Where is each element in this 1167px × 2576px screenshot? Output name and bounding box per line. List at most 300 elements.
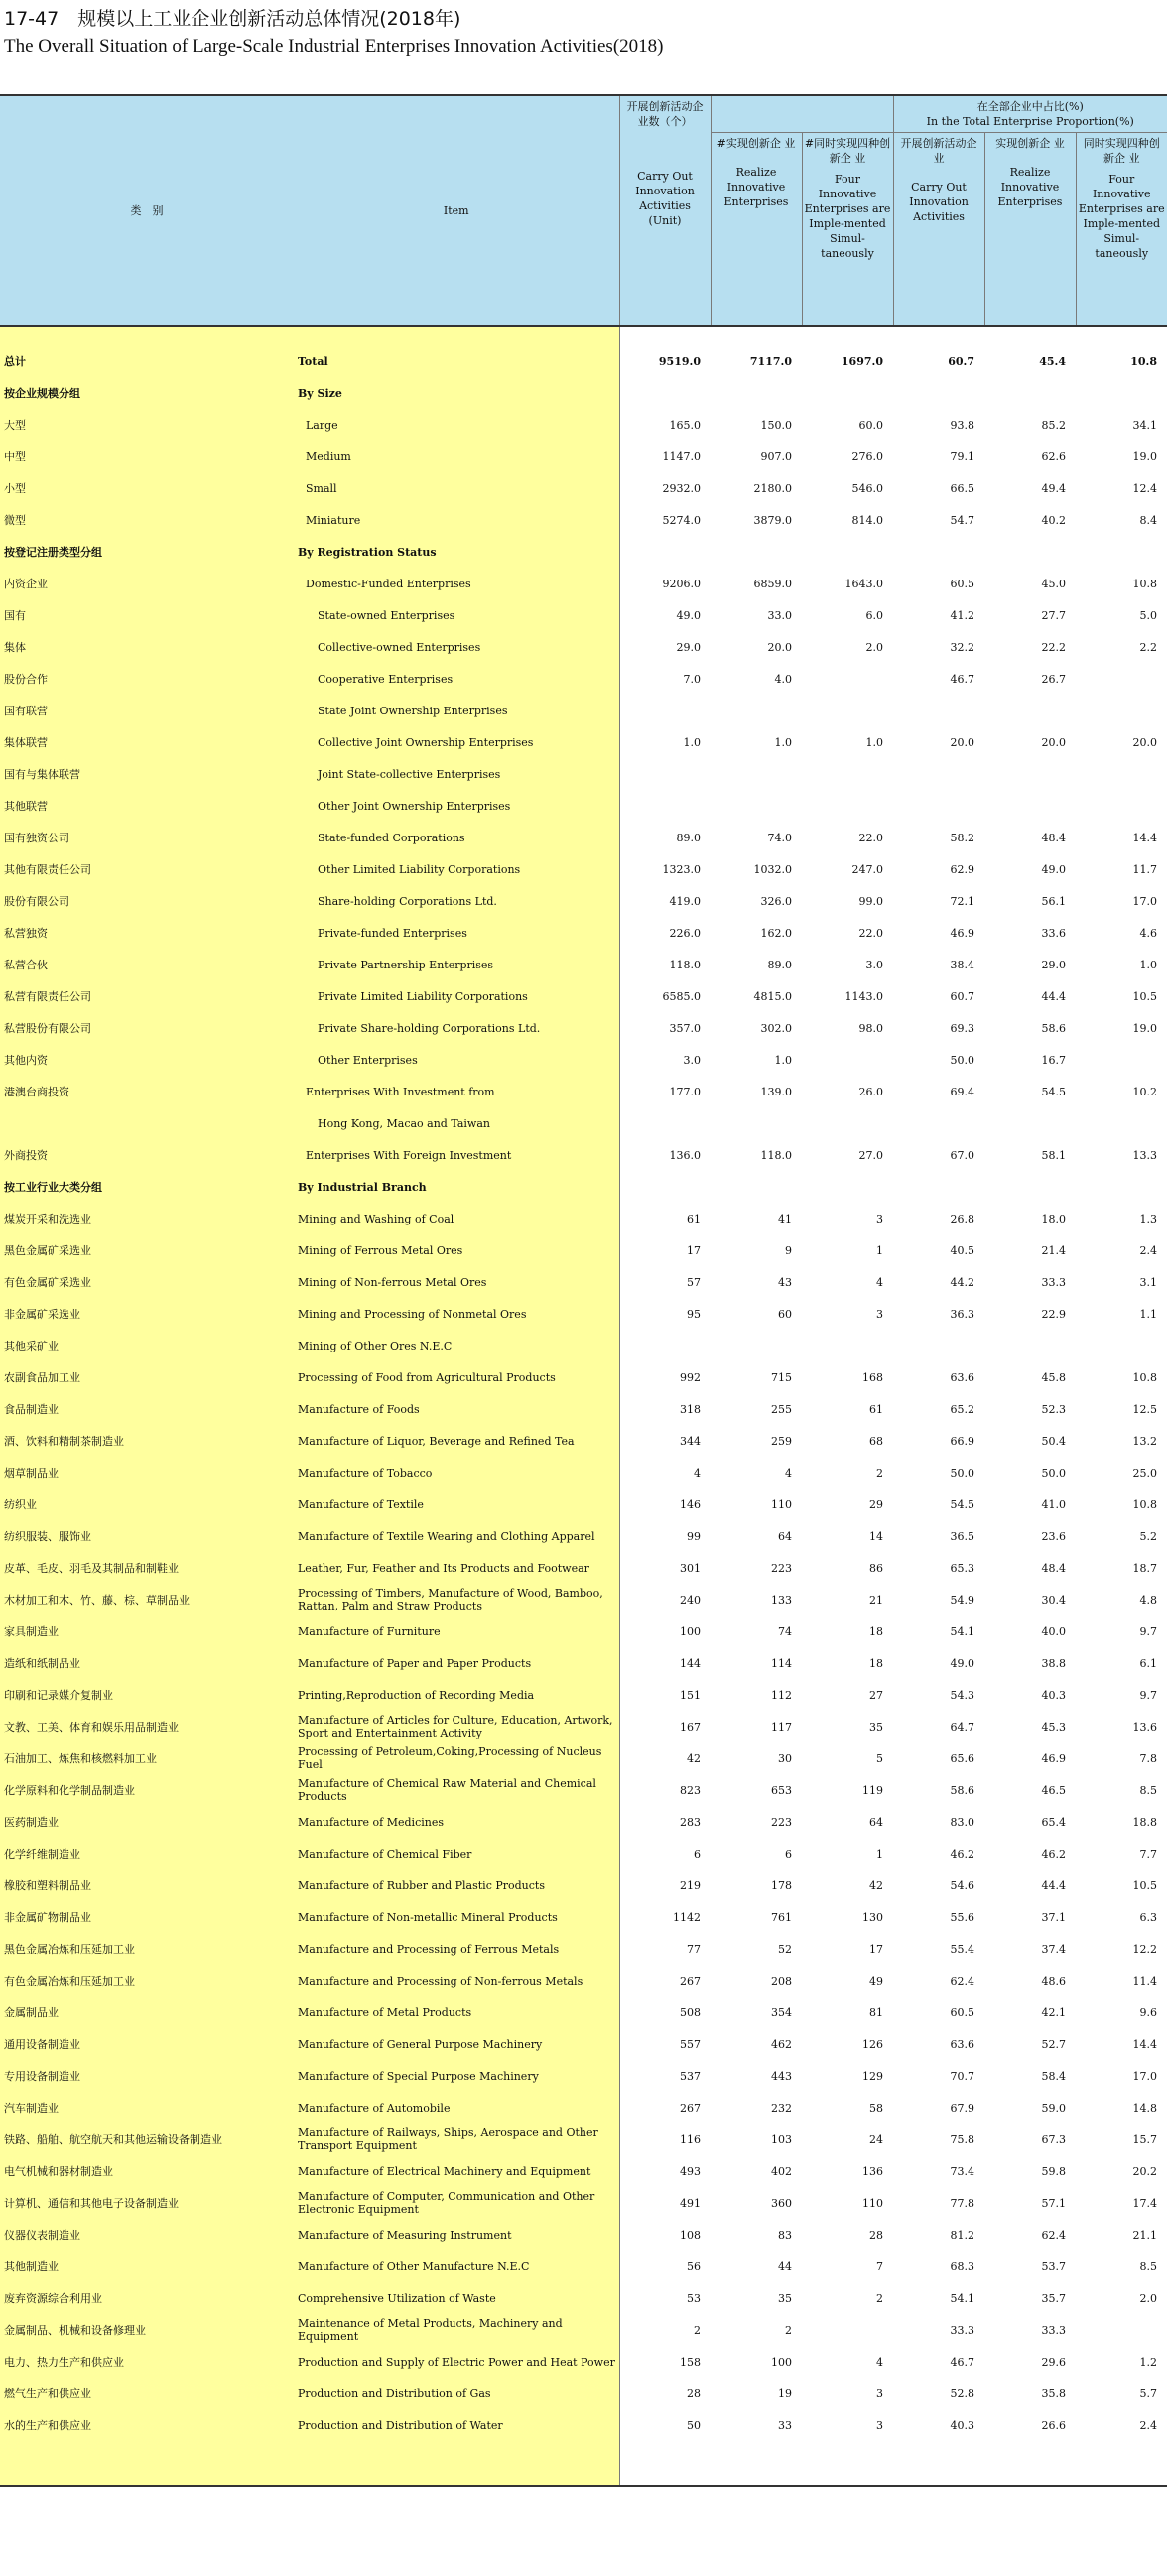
row-category: 国有独资公司: [0, 822, 294, 853]
row-value: 30: [778, 1751, 792, 1765]
row-value: 15.7: [1132, 2132, 1157, 2146]
row-value: 34.1: [1132, 418, 1157, 432]
row-value: [711, 377, 802, 409]
row-value: 85.2: [1041, 418, 1066, 432]
row-value: [984, 758, 1076, 790]
row-item: Manufacture of Medicines: [294, 1806, 619, 1838]
table-row: [0, 1647, 1167, 1679]
row-value: [802, 1044, 893, 1076]
row-value: 33.0: [767, 608, 792, 622]
row-value: 29.0: [619, 631, 711, 663]
row-category: 股份有限公司: [0, 885, 294, 917]
table-row: [0, 1933, 1167, 1965]
row-value: 35: [869, 1720, 883, 1734]
row-value: 45.3: [1041, 1720, 1066, 1734]
row-value: 32.2: [950, 640, 974, 654]
row-value: 33.3: [950, 2323, 974, 2337]
row-value: 49.0: [1041, 862, 1066, 876]
row-category: 燃气生产和供应业: [0, 2378, 294, 2409]
row-value: 62.6: [1041, 450, 1066, 463]
row-item: Manufacture of Furniture: [294, 1615, 619, 1647]
row-item: Hong Kong, Macao and Taiwan: [294, 1107, 619, 1139]
row-category: 酒、饮料和精制茶制造业: [0, 1425, 294, 1457]
row-value: [711, 695, 802, 726]
row-value: 136: [862, 2164, 883, 2178]
row-value: 62.4: [950, 1974, 974, 1988]
row-item: Processing of Timbers, Manufacture of Wood, Bamboo, Rattan, Palm and Straw Products: [294, 1584, 619, 1615]
row-category: 橡胶和塑料制品业: [0, 1869, 294, 1901]
row-value: 255: [771, 1402, 792, 1416]
row-category: 金属制品业: [0, 1996, 294, 2028]
row-value: 546.0: [851, 481, 883, 495]
row-value: 1.0: [1139, 958, 1157, 971]
row-category: 煤炭开采和洗选业: [0, 1203, 294, 1234]
table-row: [0, 631, 1167, 663]
row-value: 4: [876, 1275, 883, 1289]
row-value: 57: [619, 1266, 711, 1298]
row-category: 私营合伙: [0, 949, 294, 980]
row-value: 3.1: [1139, 1275, 1157, 1289]
row-value: [1076, 1330, 1167, 1361]
row-value: 5274.0: [619, 504, 711, 536]
row-value: 41.2: [950, 608, 974, 622]
table-row: [0, 504, 1167, 536]
row-item: Manufacture and Processing of Non-ferrous Metals: [294, 1965, 619, 1996]
row-value: 1.1: [1139, 1307, 1157, 1321]
table-row: [0, 1107, 1167, 1139]
row-value: 83.0: [950, 1815, 974, 1829]
row-category: 专用设备制造业: [0, 2060, 294, 2092]
row-item: Maintenance of Metal Products, Machinery and Equipment: [294, 2314, 619, 2346]
row-value: 223: [771, 1815, 792, 1829]
row-value: 44: [778, 2259, 792, 2273]
row-value: 232: [771, 2101, 792, 2115]
row-value: 103: [771, 2132, 792, 2146]
row-value: 267: [619, 2092, 711, 2124]
row-value: 259: [771, 1434, 792, 1448]
row-value: 13.3: [1132, 1148, 1157, 1162]
row-value: 3: [876, 2386, 883, 2400]
row-category: 大型: [0, 409, 294, 441]
row-item: Domestic-Funded Enterprises: [294, 568, 619, 599]
table-row: [0, 536, 1167, 568]
row-value: [802, 2314, 893, 2346]
row-category: 内资企业: [0, 568, 294, 599]
row-value: 491: [619, 2187, 711, 2219]
row-value: 22.2: [1041, 640, 1066, 654]
header-prop-carry-en: Carry Out Innovation Activities: [909, 181, 969, 223]
header-count-carry-cn: 开展创新活动企业数（个）: [626, 100, 704, 128]
spacer-row: [0, 326, 1167, 345]
row-item: Manufacture of Non-metallic Mineral Products: [294, 1901, 619, 1933]
row-value: 30.4: [1041, 1593, 1066, 1607]
table-row: [0, 2409, 1167, 2441]
row-value: 1.0: [774, 735, 792, 749]
table-row: [0, 441, 1167, 472]
row-value: 18: [869, 1624, 883, 1638]
row-value: 98.0: [858, 1021, 883, 1035]
row-value: 46.2: [950, 1847, 974, 1861]
table-row: [0, 1298, 1167, 1330]
row-value: 27.0: [858, 1148, 883, 1162]
row-value: 139.0: [760, 1085, 792, 1098]
row-value: [619, 790, 711, 822]
row-value: [984, 377, 1076, 409]
row-value: 4: [785, 1466, 792, 1480]
row-value: [1076, 663, 1167, 695]
row-value: 18.8: [1132, 1815, 1157, 1829]
row-value: 100: [771, 2355, 792, 2369]
row-item: Manufacture of Chemical Fiber: [294, 1838, 619, 1869]
table-row: [0, 1838, 1167, 1869]
row-value: 462: [771, 2037, 792, 2051]
row-value: 69.3: [950, 1021, 974, 1035]
table-row: [0, 885, 1167, 917]
row-value: 18: [869, 1656, 883, 1670]
row-value: 167: [619, 1711, 711, 1742]
table-row: [0, 2314, 1167, 2346]
row-value: 326.0: [760, 894, 792, 908]
row-item: Manufacture and Processing of Ferrous Metals: [294, 1933, 619, 1965]
row-item: Manufacture of Chemical Raw Material and Chemical Products: [294, 1774, 619, 1806]
row-category: 其他制造业: [0, 2251, 294, 2282]
row-value: 37.4: [1041, 1942, 1066, 1956]
row-value: [893, 790, 984, 822]
innovation-table: [0, 94, 1167, 2487]
table-row: [0, 1393, 1167, 1425]
row-value: 33: [778, 2418, 792, 2432]
row-item: Manufacture of Articles for Culture, Education, Artwork, Sport and Entertainment Activity: [294, 1711, 619, 1742]
row-item: Manufacture of Tobacco: [294, 1457, 619, 1488]
row-value: 18.7: [1132, 1561, 1157, 1575]
row-value: 6: [619, 1838, 711, 1869]
row-value: 177.0: [619, 1076, 711, 1107]
row-value: 33.3: [1041, 2323, 1066, 2337]
table-row: [0, 726, 1167, 758]
row-category: 电力、热力生产和供应业: [0, 2346, 294, 2378]
row-item: Manufacture of Textile Wearing and Clothing Apparel: [294, 1520, 619, 1552]
row-value: [1076, 377, 1167, 409]
table-row: [0, 2282, 1167, 2314]
row-value: 2.4: [1139, 1243, 1157, 1257]
row-category: 造纸和纸制品业: [0, 1647, 294, 1679]
row-item: Mining of Non-ferrous Metal Ores: [294, 1266, 619, 1298]
row-category: 按企业规模分组: [0, 377, 294, 409]
header-count-sub-empty: [711, 95, 893, 133]
row-value: 55.6: [950, 1910, 974, 1924]
row-value: 49.0: [619, 599, 711, 631]
row-category: 总计: [0, 345, 294, 377]
table-row: [0, 2219, 1167, 2251]
header-prop-four: [1076, 133, 1167, 327]
row-value: 1.2: [1139, 2355, 1157, 2369]
row-value: [711, 1107, 802, 1139]
row-value: 8.5: [1139, 1783, 1157, 1797]
row-value: 28: [869, 2228, 883, 2242]
row-value: 653: [771, 1783, 792, 1797]
row-value: 36.5: [950, 1529, 974, 1543]
row-value: 108: [619, 2219, 711, 2251]
row-value: 25.0: [1132, 1466, 1157, 1480]
row-value: 63.6: [950, 2037, 974, 2051]
row-value: 10.8: [1132, 1370, 1157, 1384]
row-value: 2: [876, 1466, 883, 1480]
row-value: 14: [869, 1529, 883, 1543]
row-value: 240: [619, 1584, 711, 1615]
row-value: 136.0: [619, 1139, 711, 1171]
row-value: 18.0: [1041, 1212, 1066, 1225]
row-value: [984, 790, 1076, 822]
row-value: 99.0: [858, 894, 883, 908]
row-value: 557: [619, 2028, 711, 2060]
row-value: 21: [869, 1593, 883, 1607]
row-value: 110: [771, 1497, 792, 1511]
row-value: 276.0: [851, 450, 883, 463]
row-value: 95: [619, 1298, 711, 1330]
row-value: [619, 1107, 711, 1139]
row-value: 64: [869, 1815, 883, 1829]
row-value: 22.9: [1041, 1307, 1066, 1321]
row-value: 69.4: [950, 1085, 974, 1098]
row-value: 302.0: [760, 1021, 792, 1035]
row-item: Miniature: [294, 504, 619, 536]
row-value: 74: [778, 1624, 792, 1638]
row-value: 1.0: [619, 726, 711, 758]
table-row: [0, 1520, 1167, 1552]
row-value: 20.0: [1132, 735, 1157, 749]
row-value: 28: [619, 2378, 711, 2409]
row-item: Production and Supply of Electric Power and Heat Power: [294, 2346, 619, 2378]
row-value: 537: [619, 2060, 711, 2092]
row-category: 国有与集体联营: [0, 758, 294, 790]
row-value: 49.0: [950, 1656, 974, 1670]
row-value: 38.8: [1041, 1656, 1066, 1670]
row-value: [802, 1107, 893, 1139]
row-item: Mining and Processing of Nonmetal Ores: [294, 1298, 619, 1330]
row-value: 20.0: [767, 640, 792, 654]
header-four: [802, 133, 893, 327]
row-category: 仪器仪表制造业: [0, 2219, 294, 2251]
header-realize-en: Realize Innovative Enterprises: [723, 166, 789, 208]
row-value: 11.4: [1132, 1974, 1157, 1988]
row-value: 68: [869, 1434, 883, 1448]
row-category: 化学纤维制造业: [0, 1838, 294, 1869]
row-category: 外商投资: [0, 1139, 294, 1171]
row-value: 3.0: [619, 1044, 711, 1076]
header-count-carry-en: Carry Out Innovation Activities (Unit): [635, 170, 695, 227]
row-value: 49: [869, 1974, 883, 1988]
row-value: 53: [619, 2282, 711, 2314]
row-value: 99: [619, 1520, 711, 1552]
header-count-carry: [619, 95, 711, 326]
row-value: 50.0: [1041, 1466, 1066, 1480]
row-category: 金属制品、机械和设备修理业: [0, 2314, 294, 2346]
row-category: 废弃资源综合利用业: [0, 2282, 294, 2314]
row-category: 化学原料和化学制品制造业: [0, 1774, 294, 1806]
row-value: 45.4: [1039, 354, 1066, 368]
row-value: 344: [619, 1425, 711, 1457]
row-value: 112: [771, 1688, 792, 1702]
row-value: 402: [771, 2164, 792, 2178]
row-value: 2.0: [865, 640, 883, 654]
row-value: 17.4: [1132, 2196, 1157, 2210]
row-item: Manufacture of Electrical Machinery and Equipment: [294, 2155, 619, 2187]
row-value: 16.7: [1041, 1053, 1066, 1067]
row-value: 9.7: [1139, 1624, 1157, 1638]
row-value: 21.4: [1041, 1243, 1066, 1257]
row-value: 24: [869, 2132, 883, 2146]
row-value: 22.0: [858, 831, 883, 844]
row-value: 10.8: [1132, 577, 1157, 590]
row-value: 6: [785, 1847, 792, 1861]
row-value: 12.5: [1132, 1402, 1157, 1416]
table-row: [0, 663, 1167, 695]
row-value: 52.3: [1041, 1402, 1066, 1416]
row-value: 2: [876, 2291, 883, 2305]
row-value: 1147.0: [619, 441, 711, 472]
row-value: 66.9: [950, 1434, 974, 1448]
row-item: Share-holding Corporations Ltd.: [294, 885, 619, 917]
row-value: 318: [619, 1393, 711, 1425]
row-value: 162.0: [760, 926, 792, 940]
header-prop-group-en: In the Total Enterprise Proportion(%): [926, 115, 1134, 128]
row-value: 5.0: [1139, 608, 1157, 622]
row-value: 1: [876, 1847, 883, 1861]
row-value: [711, 790, 802, 822]
row-item: Mining of Other Ores N.E.C: [294, 1330, 619, 1361]
row-category: 石油加工、炼焦和核燃料加工业: [0, 1742, 294, 1774]
row-value: 907.0: [760, 450, 792, 463]
row-value: 64.7: [950, 1720, 974, 1734]
header-prop-carry: [893, 133, 984, 327]
row-value: [802, 1171, 893, 1203]
row-value: 83: [778, 2228, 792, 2242]
row-value: 3: [876, 1307, 883, 1321]
row-item: Manufacture of Measuring Instrument: [294, 2219, 619, 2251]
row-category: 电气机械和器材制造业: [0, 2155, 294, 2187]
table-row: [0, 2124, 1167, 2155]
table-row: [0, 695, 1167, 726]
header-prop-group: [893, 95, 1167, 133]
row-value: 33.6: [1041, 926, 1066, 940]
row-value: 59.8: [1041, 2164, 1066, 2178]
table-row: [0, 1584, 1167, 1615]
table-body: [0, 326, 1167, 2486]
row-value: 5: [876, 1751, 883, 1765]
header-prop-group-cn: 在全部企业中占比(%): [976, 100, 1084, 113]
row-value: 74.0: [767, 831, 792, 844]
row-category: 纺织业: [0, 1488, 294, 1520]
row-value: 1323.0: [619, 853, 711, 885]
row-value: 54.7: [950, 513, 974, 527]
row-value: 14.4: [1132, 831, 1157, 844]
row-value: 151: [619, 1679, 711, 1711]
table-row: [0, 758, 1167, 790]
header-prop-four-en: Four Innovative Enterprises are Imple-mented Simul-taneously: [1078, 173, 1165, 260]
row-category: 按工业行业大类分组: [0, 1171, 294, 1203]
row-value: 40.2: [1041, 513, 1066, 527]
row-value: 42: [619, 1742, 711, 1774]
row-item: Other Enterprises: [294, 1044, 619, 1076]
row-value: 50.0: [950, 1053, 974, 1067]
row-category: 有色金属冶炼和压延加工业: [0, 1965, 294, 1996]
row-value: [1076, 695, 1167, 726]
row-value: 6859.0: [753, 577, 792, 590]
row-value: 5.2: [1139, 1529, 1157, 1543]
table-row: [0, 2028, 1167, 2060]
row-value: [893, 758, 984, 790]
row-value: 219: [619, 1869, 711, 1901]
table-row: [0, 1266, 1167, 1298]
row-value: 118.0: [760, 1148, 792, 1162]
table-row: [0, 2187, 1167, 2219]
row-value: 55.4: [950, 1942, 974, 1956]
row-value: 119: [862, 1783, 883, 1797]
row-value: [893, 536, 984, 568]
row-value: 1142: [619, 1901, 711, 1933]
row-value: [893, 695, 984, 726]
row-value: 247.0: [851, 862, 883, 876]
row-value: 60: [778, 1307, 792, 1321]
row-value: [711, 758, 802, 790]
row-value: [1076, 1171, 1167, 1203]
row-value: 41.0: [1041, 1497, 1066, 1511]
row-value: 130: [862, 1910, 883, 1924]
row-value: 65.3: [950, 1561, 974, 1575]
table-row: [0, 1679, 1167, 1711]
row-category: 集体: [0, 631, 294, 663]
row-value: 20.0: [1041, 735, 1066, 749]
row-value: 761: [771, 1910, 792, 1924]
row-value: 100: [619, 1615, 711, 1647]
row-item: Processing of Food from Agricultural Products: [294, 1361, 619, 1393]
row-value: 7.8: [1139, 1751, 1157, 1765]
row-value: 4.8: [1139, 1593, 1157, 1607]
row-value: 35.8: [1041, 2386, 1066, 2400]
header-four-en: Four Innovative Enterprises are Imple-mented Simul-taneously: [804, 173, 891, 260]
row-item: Manufacture of Foods: [294, 1393, 619, 1425]
row-value: 11.7: [1132, 862, 1157, 876]
page-title-cn: 17-47 规模以上工业企业创新活动总体情况(2018年): [4, 8, 461, 30]
row-value: 79.1: [950, 450, 974, 463]
row-value: [619, 377, 711, 409]
row-value: [1076, 790, 1167, 822]
row-value: [802, 695, 893, 726]
table-row: [0, 1488, 1167, 1520]
row-value: 40.3: [950, 2418, 974, 2432]
row-value: 29.0: [1041, 958, 1066, 971]
row-value: 40.3: [1041, 1688, 1066, 1702]
row-value: 67.9: [950, 2101, 974, 2115]
header-prop-realize-en: Realize Innovative Enterprises: [997, 166, 1063, 208]
row-value: 42.1: [1041, 2005, 1066, 2019]
row-value: 54.6: [950, 1878, 974, 1892]
row-value: 36.3: [950, 1307, 974, 1321]
row-value: 1.3: [1139, 1212, 1157, 1225]
row-item: Mining of Ferrous Metal Ores: [294, 1234, 619, 1266]
table-row: [0, 1901, 1167, 1933]
row-value: 23.6: [1041, 1529, 1066, 1543]
row-value: 19.0: [1132, 450, 1157, 463]
row-value: 52: [778, 1942, 792, 1956]
row-item: Mining and Washing of Coal: [294, 1203, 619, 1234]
row-value: 354: [771, 2005, 792, 2019]
row-item: Private Limited Liability Corporations: [294, 980, 619, 1012]
row-category: 黑色金属矿采选业: [0, 1234, 294, 1266]
row-value: 10.5: [1132, 1878, 1157, 1892]
row-value: 1143.0: [844, 989, 883, 1003]
row-value: 6.3: [1139, 1910, 1157, 1924]
